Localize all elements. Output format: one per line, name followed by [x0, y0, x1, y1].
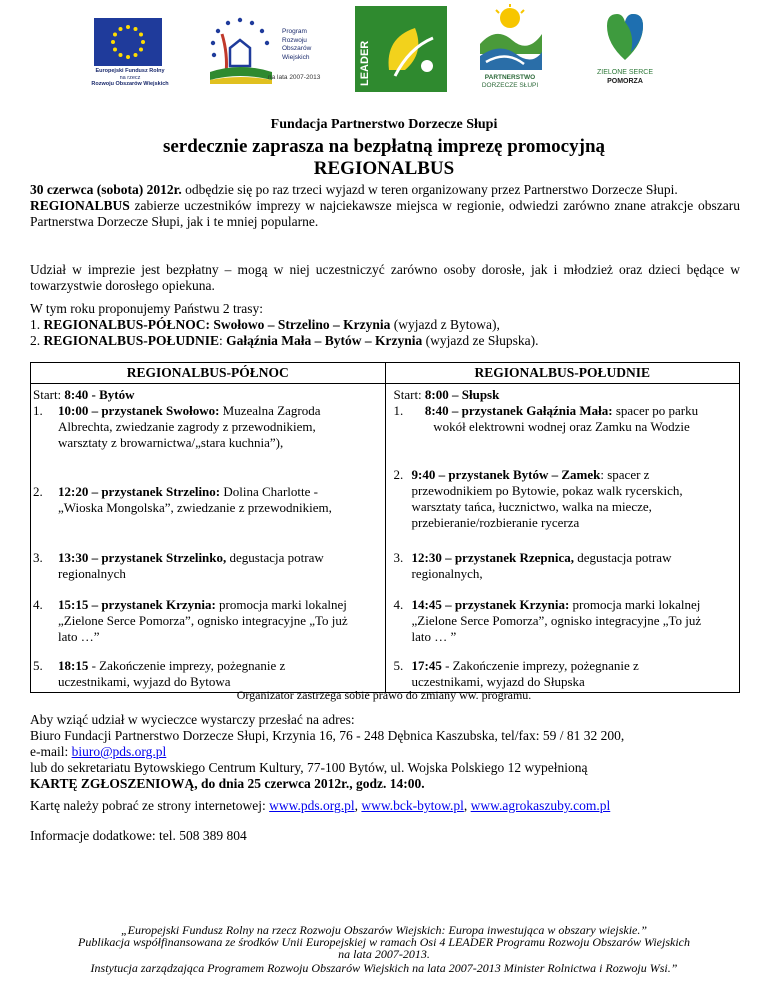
eu-caption-line: Europejski Fundusz Rolny [95, 68, 165, 74]
item-num: 5. [33, 658, 43, 673]
routes-lead: W tym roku proponujemy Państwu 2 trasy: [30, 301, 263, 316]
item-num: 1. [33, 403, 43, 418]
route-name: REGIONALBUS-POŁUDNIE [43, 333, 220, 348]
item-desc: degustacja potraw regionalnych, [411, 550, 672, 581]
link-agrokaszuby[interactable]: www.agrokaszuby.com.pl [470, 798, 611, 813]
apply-line: Aby wziąć udział w wycieczce wystarczy przesłać na adres: [30, 712, 355, 727]
zs-text [590, 68, 660, 86]
item-desc: Muzealna Zagroda Albrechta, zwiedzanie zagrody z przewodnikiem, warsztaty z browarnictwa/„stara kuchnia”), [58, 403, 321, 450]
prow-line: Rozwoju [282, 36, 307, 44]
apply-line: lub do sekretariatu Bytowskiego Centrum Kultury, 77-100 Bytów, ul. Wojska Polskiego 12 wypełnioną [30, 760, 588, 775]
intro-text: odbędzie się po raz trzeci wyjazd w teren organizowany przez Partnerstwo Dorzecze Słupi. [181, 182, 678, 197]
prow-logo [200, 14, 350, 86]
route-2 [30, 333, 740, 349]
apply-address: Biuro Fundacji Partnerstwo Dorzecze Słupi, Krzynia 16, 76 - 248 Dębnica Kaszubska, tel/fax: 59 / 81 32 200, [30, 728, 625, 743]
list-item [394, 403, 734, 435]
intro-text: zabierze uczestników imprezy w najciekawsze miejsca w regionie, odwiedzi zarówno znane atrakcje obszaru Partnerstwa Dorzecze Słupi, jak i te mniej popularne. [30, 198, 740, 229]
item-num: 4. [393, 597, 404, 612]
link-pds[interactable]: www.pds.org.pl [269, 798, 355, 813]
footer-line: Instytucja zarządzająca Programem Rozwoju Obszarów Wiejskich na lata 2007-2013 Minister Rolnictwa i Rozwoju Wsi.” [90, 961, 678, 975]
item-num: 1. [393, 403, 404, 418]
program-note: Organizator zastrzega sobie prawo do zmiany ww. programu. [236, 688, 532, 702]
list-item [33, 484, 383, 516]
item-num: 5. [393, 658, 404, 673]
item-stop: 10:00 – przystanek Swołowo: [58, 403, 220, 418]
zs-line: POMORZA [607, 78, 643, 85]
zs-line: ZIELONE SERCE [596, 69, 653, 76]
program-table [30, 362, 740, 693]
link-sep: , [463, 798, 471, 813]
item-stop: 17:45 [411, 658, 442, 673]
item-num: 2. [33, 484, 43, 499]
deadline-text: KARTĘ ZGŁOSZENIOWĄ, do dnia 25 czerwca 2012r., godz. 14:00. [30, 776, 425, 791]
route-stops: Gałąźnia Mała – Bytów – Krzynia [226, 333, 423, 348]
leader-leaf-icon [375, 8, 445, 90]
invitation-title [0, 136, 768, 180]
item-num: 3. [393, 550, 404, 565]
north-column [31, 384, 386, 693]
start-label: Start: [393, 387, 425, 402]
eu-caption-line: na rzecz [119, 74, 141, 81]
apply-deadline [30, 776, 740, 792]
prow-years: na lata 2007-2013 [268, 74, 321, 81]
south-header: REGIONALBUS-POŁUDNIE [385, 363, 740, 384]
list-item [33, 550, 383, 582]
intro-paragraph [30, 182, 740, 230]
route-num: 2. [30, 333, 44, 348]
item-desc: spacer po parku wokół elektrowni wodnej oraz Zamku na Wodzie [433, 403, 699, 434]
zielone-serce-logo [590, 10, 660, 92]
north-start [33, 387, 134, 403]
apply-section [30, 712, 740, 792]
item-num: 3. [33, 550, 43, 565]
pds-landscape-icon [476, 4, 544, 72]
item-num: 2. [393, 467, 404, 482]
prow-text [282, 28, 311, 62]
event-name-inline: REGIONALBUS [30, 198, 130, 213]
link-bck[interactable]: www.bck-bytow.pl [361, 798, 464, 813]
route-1 [30, 317, 740, 333]
item-desc: promocja marki lokalnej „Zielone Serce Pomorza”, ognisko integracyjne „To już lato …” [58, 597, 348, 644]
prow-line: Program [282, 28, 307, 35]
footer-line: „Europejski Fundusz Rolny na rzecz Rozwoju Obszarów Wiejskich: Europa inwestująca w obszary wiejskie.” [120, 923, 648, 937]
event-name: REGIONALBUS [313, 158, 455, 179]
start-time: 8:00 – Słupsk [424, 387, 500, 402]
route-sep: : [219, 333, 227, 348]
list-item [394, 467, 734, 531]
list-item [33, 403, 383, 451]
route-name: REGIONALBUS-PÓŁNOC: Swołowo – Strzelino – Krzynia [43, 317, 391, 332]
pds-line: DORZECZE SŁUPI [481, 82, 539, 89]
email-link[interactable]: biuro@pds.org.pl [71, 744, 167, 759]
event-date: 30 czerwca (sobota) 2012r. [30, 182, 182, 197]
eu-caption-line: Rozwoju Obszarów Wiejskich [91, 81, 169, 87]
pds-logo [470, 4, 550, 94]
south-start [394, 387, 500, 403]
start-label: Start: [33, 387, 65, 402]
invitation-line: serdecznie zaprasza na bezpłatną imprezę promocyjną [162, 136, 606, 157]
list-item [394, 658, 734, 690]
route-note: (wyjazd ze Słupska). [422, 333, 539, 348]
footer [0, 924, 768, 974]
eu-flag-icon [94, 18, 162, 66]
eu-logo [75, 18, 185, 88]
item-desc: - Zakończenie imprezy, pożegnanie z uczestnikami, wyjazd do Bytowa [58, 658, 286, 689]
item-stop: 18:15 [58, 658, 89, 673]
download-label: Kartę należy pobrać ze strony internetowej: [30, 798, 270, 813]
list-item [394, 550, 734, 582]
svg-text:LEADER: LEADER [359, 40, 371, 86]
eu-caption [75, 68, 185, 88]
prow-line: Obszarów [282, 45, 312, 52]
leader-field [375, 8, 445, 90]
list-item [394, 597, 734, 645]
north-header: REGIONALBUS-PÓŁNOC [31, 363, 386, 384]
list-item [33, 597, 383, 645]
item-desc: - Zakończenie imprezy, pożegnanie z uczestnikami, wyjazd do Słupska [411, 658, 639, 689]
download-line [30, 798, 740, 814]
footer-line: na lata 2007-2013. [338, 947, 430, 961]
item-stop: 14:45 – przystanek Krzynia: [411, 597, 570, 612]
item-stop: 8:40 – przystanek Gałąźnia Mała: [424, 403, 613, 418]
start-time: 8:40 - Bytów [64, 387, 135, 402]
item-desc: Dolina Charlotte - „Wioska Mongolska”, zwiedzanie z przewodnikiem, [58, 484, 332, 515]
footer-line: Publikacja współfinansowana ze środków Unii Europejskiej w ramach Osi 4 LEADER Programu Rozwoju Obszarów Wiejskich [78, 935, 690, 949]
route-num: 1. [30, 317, 44, 332]
heart-icon [605, 10, 645, 62]
item-num: 4. [33, 597, 43, 612]
info-line: Informacje dodatkowe: tel. 508 389 804 [30, 828, 247, 843]
item-stop: 9:40 – przystanek Bytów – Zamek [411, 467, 601, 482]
routes-paragraph [30, 301, 740, 349]
list-item [33, 658, 383, 690]
item-stop: 15:15 – przystanek Krzynia: [58, 597, 216, 612]
organizer-name: Fundacja Partnerstwo Dorzecze Słupi [270, 117, 498, 132]
item-desc: : spacer z przewodnikiem po Bytowie, pokaz walk rycerskich, warsztaty tańca, łucznictwo, walka na miecze, przebieranie/rozbieranie rycerza [411, 467, 683, 530]
leader-logo [355, 6, 447, 92]
free-paragraph: Udział w imprezie jest bezpłatny – mogą w niej uczestniczyć zarówno osoby dorosłe, jak i młodzież oraz dzieci będące w towarzystwie dorosłego opiekuna. [30, 262, 740, 293]
pds-line: PARTNERSTWO [484, 74, 536, 81]
pds-text [470, 74, 550, 90]
route-note: (wyjazd z Bytowa), [390, 317, 500, 332]
item-desc: degustacja potraw regionalnych [58, 550, 324, 581]
email-label: e-mail: [30, 744, 72, 759]
leader-wordmark [355, 6, 373, 92]
item-stop: 12:20 – przystanek Strzelino: [58, 484, 221, 499]
prow-line: Wiejskich [282, 53, 310, 61]
item-stop: 13:30 – przystanek Strzelinko, [58, 550, 227, 565]
item-stop: 12:30 – przystanek Rzepnica, [411, 550, 574, 565]
item-desc: promocja marki lokalnej „Zielone Serce Pomorza”, ognisko integracyjne „To już lato … ” [411, 597, 702, 644]
apply-email-line [30, 744, 740, 760]
south-column [385, 384, 740, 693]
link-sep: , [354, 798, 362, 813]
